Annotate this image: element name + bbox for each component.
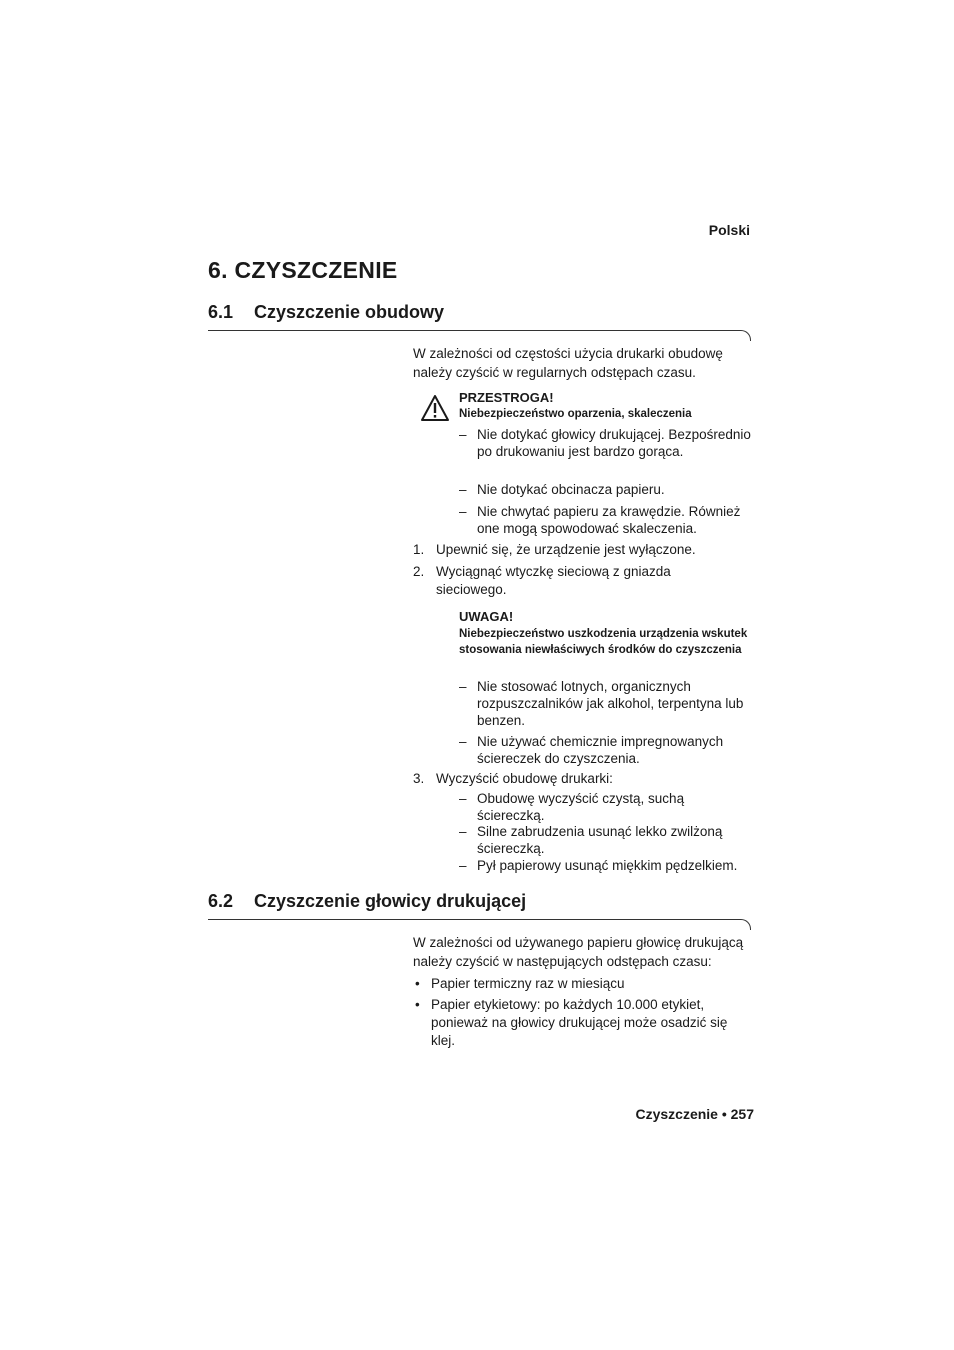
dash-marker: –: [459, 791, 467, 806]
dash-marker: –: [459, 427, 467, 442]
list-item: [459, 857, 759, 874]
list-item-text: Nie chwytać papieru za krawędzie. Również one mogą spowodować skaleczenia.: [477, 504, 741, 536]
chapter-number: 6.: [208, 257, 228, 283]
list-item: [459, 790, 719, 824]
step-number: 2.: [413, 564, 425, 579]
warning-triangle-icon: [420, 394, 450, 422]
list-item: [459, 503, 759, 537]
chapter-heading: [208, 257, 398, 284]
section-number: 6.1: [208, 302, 234, 322]
numbered-step: [413, 541, 755, 559]
list-item-text: Nie używać chemicznie impregnowanych ściereczek do czyszczenia.: [477, 734, 724, 766]
section-heading-6-1: [208, 302, 444, 323]
list-item-text: Obudowę wyczyścić czystą, suchą ściereczką.: [477, 791, 685, 823]
section-rule: [208, 330, 751, 341]
section-heading-6-2: [208, 891, 526, 912]
list-item: [459, 733, 739, 767]
bullet-marker: •: [415, 997, 420, 1012]
page-footer: Czyszczenie • 257: [635, 1106, 754, 1122]
list-item-text: Pył papierowy usunąć miękkim pędzelkiem.: [477, 858, 738, 873]
dash-marker: –: [459, 858, 467, 873]
step-text: Wyczyścić obudowę drukarki:: [436, 771, 613, 786]
bullet-marker: •: [415, 976, 420, 991]
caution-subtitle: Niebezpieczeństwo oparzenia, skaleczenia: [459, 408, 692, 420]
language-label: Polski: [708, 222, 750, 238]
chapter-title: CZYSZCZENIE: [234, 257, 398, 283]
list-item-text: Nie dotykać obcinacza papieru.: [477, 482, 665, 497]
list-item-text: Silne zabrudzenia usunąć lekko zwilżoną ściereczką.: [477, 824, 723, 856]
bullet-text: Papier termiczny raz w miesiącu: [431, 976, 625, 991]
list-item-text: Nie dotykać głowicy drukującej. Bezpośrednio po drukowaniu jest bardzo gorąca.: [477, 427, 751, 459]
list-item: [459, 481, 759, 498]
bullet-item: [413, 975, 755, 993]
dash-marker: –: [459, 504, 467, 519]
list-item: [459, 426, 759, 460]
bullet-item: [413, 996, 755, 1050]
dash-marker: –: [459, 824, 467, 839]
notice-subtitle: Niebezpieczeństwo uszkodzenia urządzenia wskutek stosowania niewłaściwych środków do czyszczenia: [459, 628, 748, 656]
section-intro: W zależności od częstości użycia drukarki obudowę należy czyścić w regularnych odstępach czasu.: [413, 346, 723, 380]
numbered-step: [413, 563, 703, 599]
caution-label: PRZESTROGA!: [459, 390, 554, 405]
list-item: [459, 823, 749, 857]
dash-marker: –: [459, 482, 467, 497]
bullet-text: Papier etykietowy: po każdych 10.000 etykiet, ponieważ na głowicy drukującej może osadzić się klej.: [431, 997, 728, 1048]
section-intro: W zależności od używanego papieru głowicę drukującą należy czyścić w następujących odstępach czasu:: [413, 935, 744, 969]
section-title: Czyszczenie głowicy drukującej: [254, 891, 527, 911]
step-number: 3.: [413, 771, 425, 786]
list-item: [459, 678, 759, 729]
section-number: 6.2: [208, 891, 234, 911]
section-rule: [208, 919, 751, 930]
dash-marker: –: [459, 679, 467, 694]
notice-label: UWAGA!: [459, 609, 514, 624]
step-text: Wyciągnąć wtyczkę sieciową z gniazda sieciowego.: [436, 564, 671, 597]
numbered-step: [413, 770, 755, 788]
step-text: Upewnić się, że urządzenie jest wyłączone.: [436, 542, 696, 557]
step-number: 1.: [413, 542, 425, 557]
section-title: Czyszczenie obudowy: [254, 302, 445, 322]
list-item-text: Nie stosować lotnych, organicznych rozpuszczalników jak alkohol, terpentyna lub benzen.: [477, 679, 744, 728]
dash-marker: –: [459, 734, 467, 749]
